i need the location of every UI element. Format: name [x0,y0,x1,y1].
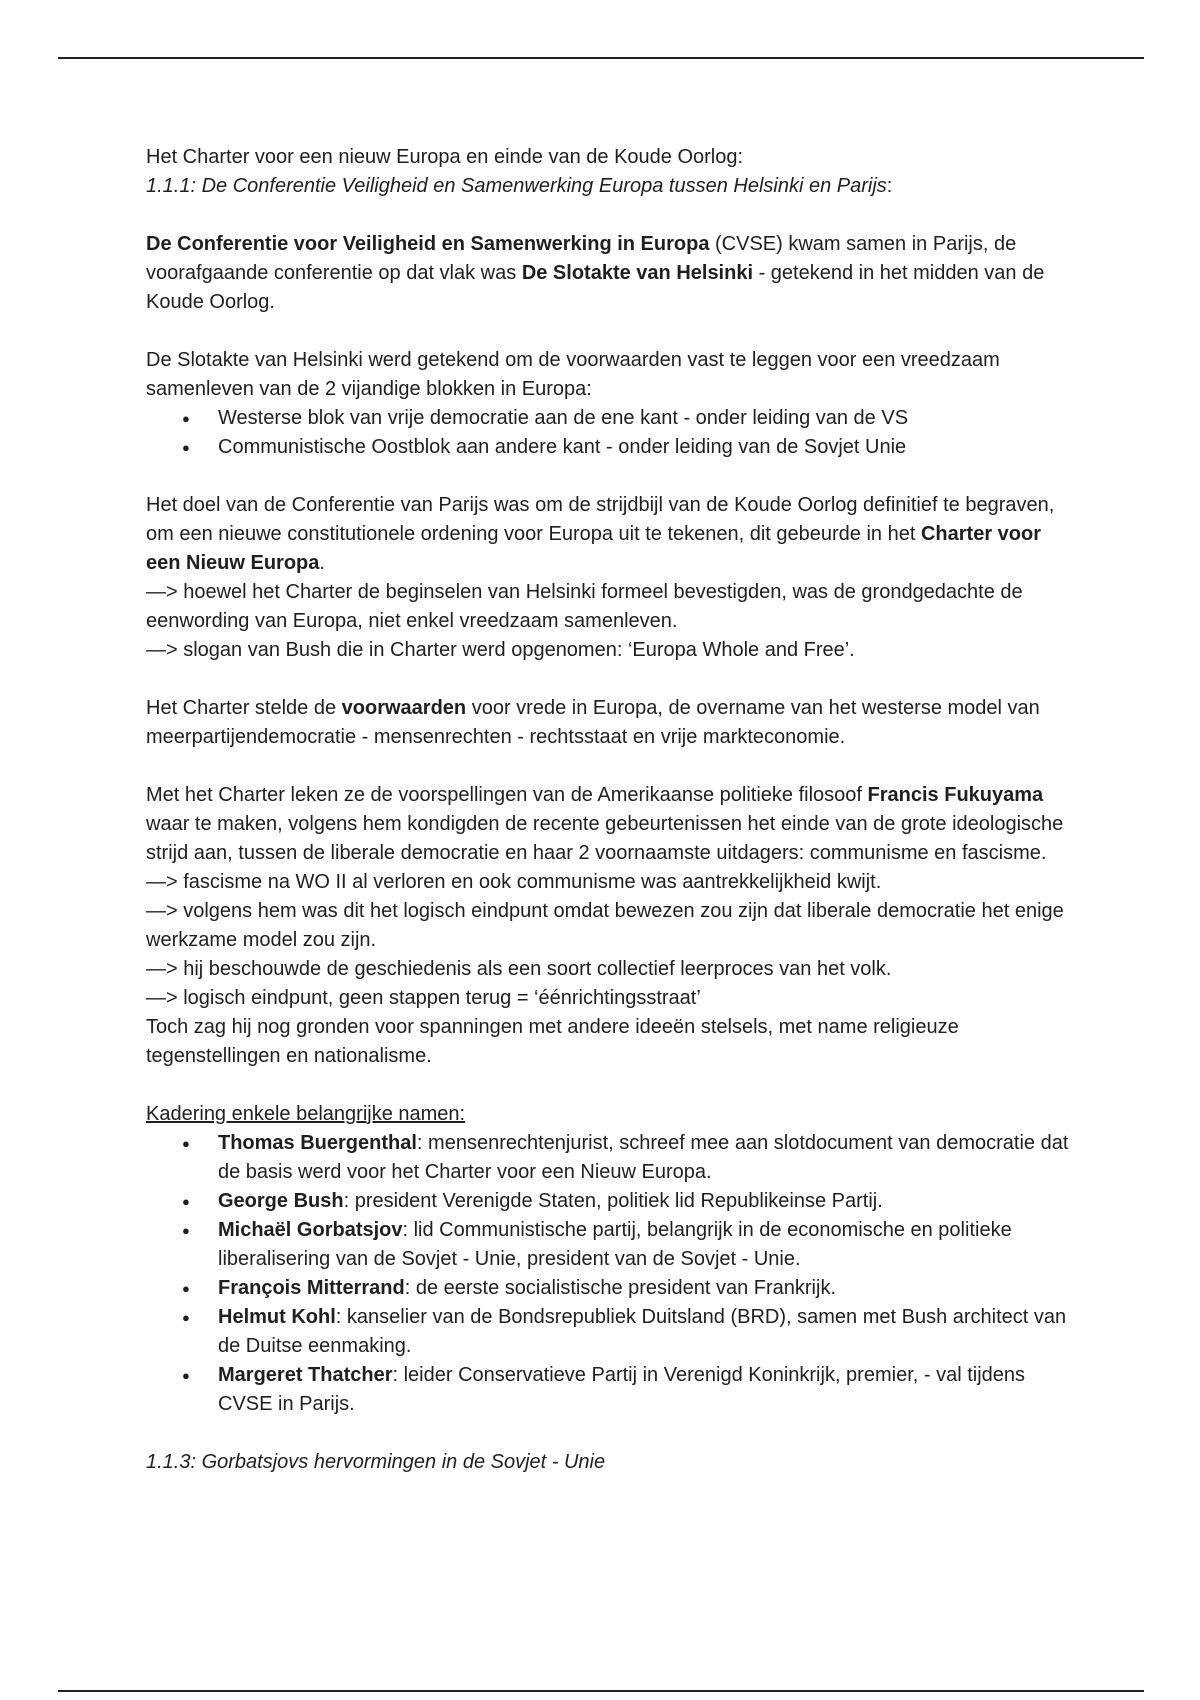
names-heading: Kadering enkele belangrijke namen: [146,1103,466,1125]
arrow-note: —> hoewel het Charter de beginselen van Helsinki formeel bevestigden, was de grondgedachte de eenwording van Europa, niet enkel vreedzaam samenleven. [146,581,1023,632]
arrow-note: —> volgens hem was dit het logisch eindpunt omdat bewezen zou zijn dat liberale democratie het enige werkzame model zou zijn. [146,900,1064,951]
list-item: ● George Bush: president Verenigde Staten, politiek lid Republikeinse Partij. [146,1187,1076,1216]
paragraph-spanningen: Toch zag hij nog gronden voor spanningen met andere ideeën stelsels, met name religieuze tegenstellingen en nationalisme. [146,1016,959,1067]
arrow-note: —> fascisme na WO II al verloren en ook communisme was aantrekkelijkheid kwijt. [146,871,882,893]
top-rule [58,57,1144,59]
list-item: ● François Mitterrand: de eerste socialistische president van Frankrijk. [146,1274,1076,1303]
list-item: ● Westerse blok van vrije democratie aan de ene kant - onder leiding van de VS [146,404,1076,433]
arrow-note: —> logisch eindpunt, geen stappen terug = ‘éénrichtingsstraat’ [146,987,701,1009]
list-item: ● Communistische Oostblok aan andere kant - onder leiding van de Sovjet Unie [146,433,1076,462]
paragraph-cvse: De Conferentie voor Veiligheid en Samenwerking in Europa (CVSE) kwam samen in Parijs, de voorafgaande conferentie op dat vlak was De Slotakte van Helsinki - getekend in het midden van de Koude Oorlog. [146,233,1045,313]
paragraph-slotakte: De Slotakte van Helsinki werd getekend om de voorwaarden vast te leggen voor een vreedzaam samenleven van de 2 vijandige blokken in Europa: [146,349,1000,400]
arrow-note: —> slogan van Bush die in Charter werd opgenomen: ‘Europa Whole and Free’. [146,639,855,661]
page-title: Het Charter voor een nieuw Europa en einde van de Koude Oorlog: [146,146,744,168]
section-heading-1-1-3: 1.1.3: Gorbatsjovs hervormingen in de Sovjet - Unie [146,1451,606,1473]
paragraph-parijs: Het doel van de Conferentie van Parijs was om de strijdbijl van de Koude Oorlog definitief te begraven, om een nieuwe constitutionele ordening voor Europa uit te tekenen, dit gebeurde in het Charter voor een Nieuw Europa. [146,494,1055,574]
bottom-rule [58,1690,1144,1692]
section-heading-1-1-1: 1.1.1: De Conferentie Veiligheid en Samenwerking Europa tussen Helsinki en Parijs: [146,175,893,197]
paragraph-fukuyama: Met het Charter leken ze de voorspellingen van de Amerikaanse politieke filosoof Francis Fukuyama waar te maken, volgens hem kondigden de recente gebeurtenissen het einde van de grote ideologische strijd aan, tussen de liberale democratie en haar 2 voornaamste uitdagers: communisme en fascisme. [146,784,1064,864]
list-item: ● Margeret Thatcher: leider Conservatieve Partij in Verenigd Koninkrijk, premier, - val tijdens CVSE in Parijs. [146,1361,1076,1419]
blocs-list [146,404,1076,462]
arrow-note: —> hij beschouwde de geschiedenis als een soort collectief leerproces van het volk. [146,958,892,980]
list-item: ● Helmut Kohl: kanselier van de Bondsrepubliek Duitsland (BRD), samen met Bush architect van de Duitse eenmaking. [146,1303,1076,1361]
list-item: ● Michaël Gorbatsjov: lid Communistische partij, belangrijk in de economische en politieke liberalisering van de Sovjet - Unie, president van de Sovjet - Unie. [146,1216,1076,1274]
paragraph-voorwaarden: Het Charter stelde de voorwaarden voor vrede in Europa, de overname van het westerse model van meerpartijendemocratie - mensenrechten - rechtsstaat en vrije markteconomie. [146,697,1040,748]
names-list [146,1129,1076,1419]
document-body [146,143,1076,1477]
list-item: ● Thomas Buergenthal: mensenrechtenjurist, schreef mee aan slotdocument van democratie dat de basis werd voor het Charter voor een Nieuw Europa. [146,1129,1076,1187]
section-heading-1-1-1-text: 1.1.1: De Conferentie Veiligheid en Samenwerking Europa tussen Helsinki en Parijs [146,175,887,197]
